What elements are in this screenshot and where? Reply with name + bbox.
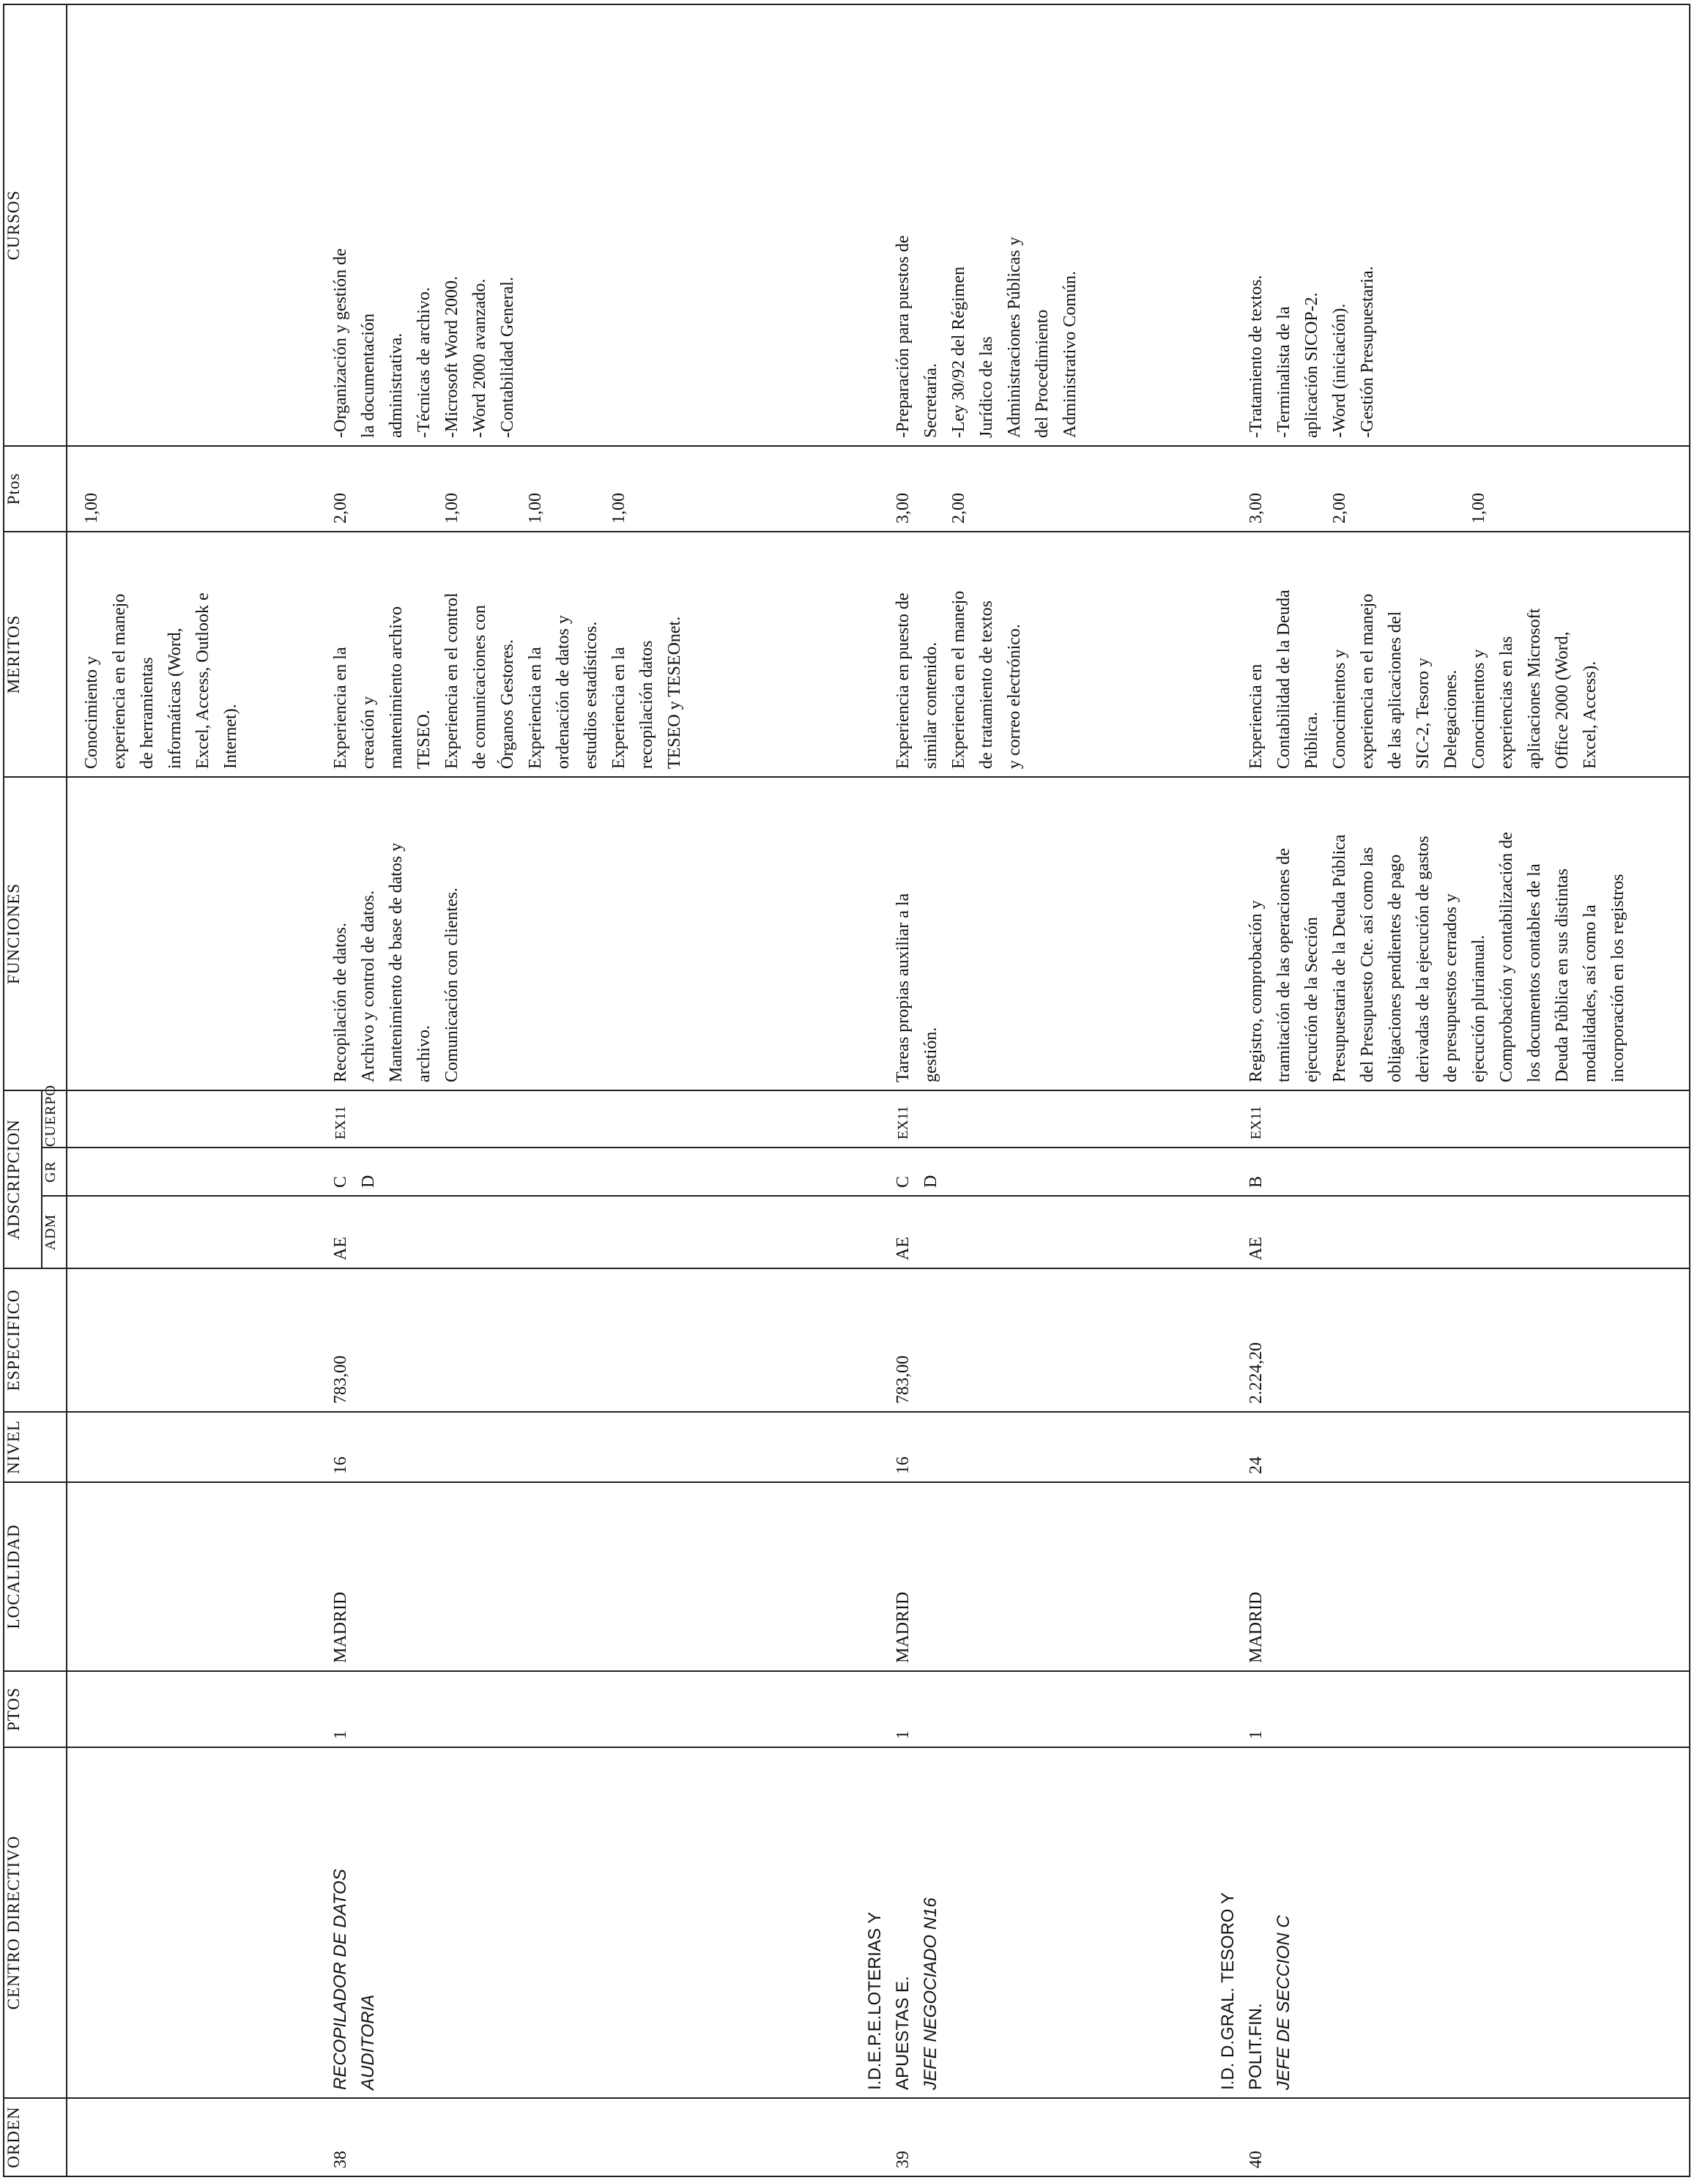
cuerpo-39: EX11 [895,1106,911,1139]
col-ptos [67,1671,1690,1747]
col-meritos [67,532,1690,777]
header-nivel: NIVEL [4,1412,67,1482]
pts-38-3: 1,00 [526,492,545,524]
gr-38: C D [331,1175,378,1188]
puesto-38: RECOPILADOR DE DATOS AUDITORIA [330,1869,378,2090]
col-localidad [67,1482,1690,1671]
especifico-38: 783,00 [331,1355,350,1404]
merito-38-2: Experiencia en el control de comunicaciones con Órganos Gestores. [442,592,517,769]
header-adscripcion: ADSCRIPCION [4,1090,42,1268]
cursos-40: -Tratamiento de textos. -Terminalista de la aplicación SICOP-2. -Word (iniciación). -Gestión Presupuestaria. [1247,266,1377,438]
localidad-40: MADRID [1247,1591,1266,1663]
header-cursos: CURSOS [4,4,67,446]
cuerpo-40: EX11 [1248,1106,1264,1139]
centro-39: I.D.E.P.E.LOTERIAS Y APUESTAS E. [865,1911,913,2090]
funciones-40: Registro, comprobación y tramitación de las operaciones de ejecución de la Sección Presupuestaria de la Deuda Pública del Presupuesto Cte. así como las obligaciones pendientes de pago derivadas de la ejecución de gastos de presupuestos cerrados y ejecución plurianual. Comprobación y contabilización de los documentos contables de la Deuda Pública en sus distintas modalidades, así como la incorporación en los registros [1247,832,1627,1082]
nivel-39: 16 [894,1457,913,1474]
funciones-38: Recopilación de datos. Archivo y control de datos. Mantenimiento de base de datos y archivo. Comunicación con clientes. [331,842,461,1082]
merito-40-1: Experiencia en Contabilidad de la Deuda Pública. [1247,590,1321,769]
col-pts [67,446,1690,532]
header-funciones: FUNCIONES [4,777,67,1090]
header-pts: Ptos [4,446,67,532]
col-gr [67,1148,1690,1196]
adm-39: AE [894,1237,913,1260]
localidad-38: MADRID [331,1591,350,1663]
orden-38: 38 [331,2151,350,2168]
header-meritos: MERITOS [4,532,67,777]
header-adm: ADM [42,1196,67,1268]
localidad-39: MADRID [894,1591,913,1663]
ptos-40: 1 [1247,1730,1266,1739]
merito-38-3: Experiencia en la ordenación de datos y estudios estadísticos. [526,615,601,769]
orden-40: 40 [1247,2151,1266,2168]
pts-38-2: 1,00 [442,492,461,524]
merito-38-4: Experiencia en la recopilación datos TESEO y TESEOnet. [609,616,684,769]
nivel-40: 24 [1247,1457,1266,1474]
col-cursos [67,4,1690,446]
especifico-39: 783,00 [894,1355,913,1404]
pts-40-1: 3,00 [1247,492,1266,524]
merito-39-2: Experiencia en el manejo de tratamiento de textos y correo electrónico. [949,590,1024,769]
merito-39-1: Experiencia en puesto de similar contenido. [894,592,940,769]
merito-intro: Conocimiento y experiencia en el manejo de herramientas informáticas (Word, Excel, Access, Outlook e Internet). [82,592,240,769]
header-cuerpo: CUERPO [42,1090,67,1148]
cuerpo-38: EX11 [333,1106,349,1139]
pts-38-4: 1,00 [609,492,628,524]
gr-40: B [1247,1175,1266,1188]
pts-intro: 1,00 [82,492,101,524]
header-orden: ORDEN [4,2098,67,2176]
ptos-39: 1 [894,1730,913,1739]
col-funciones [67,777,1690,1090]
merito-40-2: Conocimientos y experiencia en el manejo de las aplicaciones del SIC-2, Tesoro y Delegaciones. [1330,593,1460,769]
merito-38-1: Experiencia en la creación y mantenimiento archivo TESEO. [331,606,434,769]
header-localidad: LOCALIDAD [4,1482,67,1671]
orden-39: 39 [894,2151,913,2168]
pts-40-2: 2,00 [1330,492,1349,524]
adm-38: AE [331,1237,350,1260]
gr-39: C D [894,1175,940,1188]
col-adm [67,1196,1690,1268]
centro-40: I.D. D.GRAL. TESORO Y POLIT.FIN. [1218,1892,1266,2090]
col-especifico [67,1268,1690,1412]
col-cuerpo [67,1090,1690,1148]
puesto-39: JEFE NEGOCIADO N16 [921,1897,940,2090]
merito-40-3: Conocimientos y experiencias en las aplicaciones Microsoft Office 2000 (Word, Excel, Access). [1469,608,1600,769]
pts-40-3: 1,00 [1469,492,1488,524]
puesto-40: JEFE DE SECCION C [1274,1915,1293,2090]
header-gr: GR [42,1148,67,1196]
pts-39-2: 2,00 [949,492,968,524]
pts-38-1: 2,00 [331,492,350,524]
cursos-38: -Organización y gestión de la documentación administrativa. -Técnicas de archivo. -Microsoft Word 2000. -Word 2000 avanzado. -Contabilidad General. [331,248,517,438]
pts-39-1: 3,00 [894,492,913,524]
nivel-38: 16 [331,1457,350,1474]
header-centro-directivo: CENTRO DIRECTIVO [4,1747,67,2098]
ptos-38: 1 [331,1730,350,1739]
header-ptos: PTOS [4,1671,67,1747]
funciones-39: Tareas propias auxiliar a la gestión. [894,893,940,1082]
col-centro-directivo [67,1747,1690,2098]
col-nivel [67,1412,1690,1482]
col-orden [67,2098,1690,2176]
especifico-40: 2.224,20 [1247,1342,1266,1404]
puestos-table [3,4,1690,2177]
cursos-39: -Preparación para puestos de Secretaría. -Ley 30/92 del Régimen Jurídico de las Administraciones Públicas y del Procedimiento Administrativo Común. [894,235,1080,438]
header-especifico: ESPECIFICO [4,1268,67,1412]
adm-40: AE [1247,1237,1266,1260]
